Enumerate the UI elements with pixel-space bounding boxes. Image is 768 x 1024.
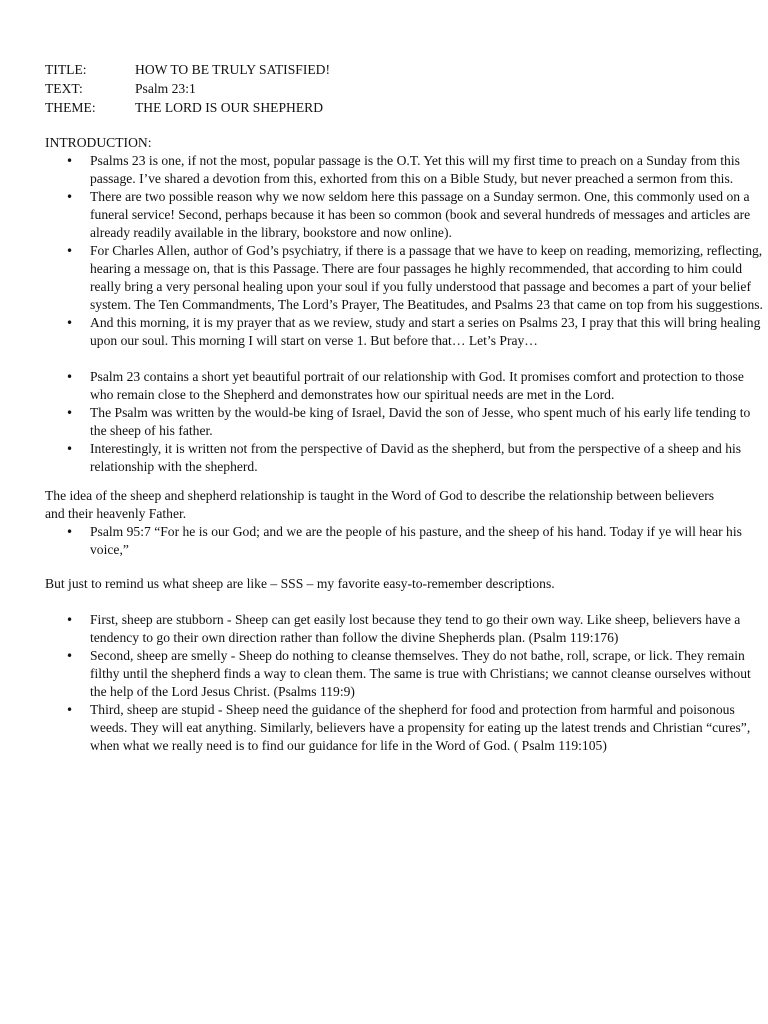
list-item: • There are two possible reason why we now seldom here this passage on a Sunday sermon. One, this commonly used on a funeral service! Second, perhaps because it has been so common (book and several hundreds of messages and articles are already readily available in the library, bookstore and now online).: [45, 188, 768, 242]
text-label: TEXT:: [45, 81, 83, 96]
theme-row: [45, 99, 768, 118]
list-item: • Psalm 23 contains a short yet beautiful portrait of our relationship with God. It promises comfort and protection to those who remain close to the Shepherd and demonstrates how our spiritual needs are met in the Lord.: [45, 368, 768, 404]
verse-list: [45, 523, 768, 559]
theme-value: THE LORD IS OUR SHEPHERD: [135, 100, 324, 115]
list-item: • The Psalm was written by the would-be king of Israel, David the son of Jesse, who spent much of his early life tending to the sheep of his father.: [45, 404, 768, 440]
list-item: • Second, sheep are smelly - Sheep do nothing to cleanse themselves. They do not bathe, roll, scrape, or lick. They remain filthy until the shepherd finds a way to clean them. The same is true with Christians; we cannot cleanse ourselves without the help of the Lord Jesus Christ. (Psalms 119:9): [45, 647, 768, 701]
sermon-header: [45, 61, 768, 118]
list-item: • Psalms 23 is one, if not the most, popular passage is the O.T. Yet this will my first time to preach on a Sunday from this passage. I’ve shared a devotion from this, exhorted from this on a Bible Study, but never preached a sermon from this.: [45, 152, 768, 188]
text-value: Psalm 23:1: [135, 81, 196, 96]
list-item: • Interestingly, it is written not from the perspective of David as the shepherd, but from the perspective of a sheep and his relationship with the shepherd.: [45, 440, 768, 476]
list-item: • For Charles Allen, author of God’s psychiatry, if there is a passage that we have to keep on reading, memorizing, reflecting, hearing a message on, that is this Passage. There are four passages he highly recommended, that according to him could really bring a very personal healing upon your soul if you fully understood that passage and becomes a part of your belief system. The Ten Commandments, The Lord’s Prayer, The Beatitudes, and Psalms 23 that came on top from his suggestions.: [45, 242, 768, 314]
introduction-list-b: [45, 368, 768, 476]
sheep-shepherd-paragraph: The idea of the sheep and shepherd relationship is taught in the Word of God to describe the relationship between believers and their heavenly Father.: [45, 488, 715, 521]
list-item: • First, sheep are stubborn - Sheep can get easily lost because they tend to go their own way. Like sheep, believers have a tendency to go their own direction rather than follow the divine Shepherds plan. (Psalm 119:176): [45, 611, 768, 647]
list-item: • Third, sheep are stupid - Sheep need the guidance of the shepherd for food and protection from harmful and poisonous weeds. They will eat anything. Similarly, believers have a propensity for eating up the latest trends and Christian “cures”, when what we really need is to find our guidance for life in the Word of God. ( Psalm 119:105): [45, 701, 768, 755]
title-value: HOW TO BE TRULY SATISFIED!: [135, 62, 331, 77]
sheep-traits-list: [45, 611, 768, 755]
spacer: [45, 350, 768, 368]
theme-label: THEME:: [45, 100, 96, 115]
title-row: [45, 61, 768, 80]
introduction-heading: INTRODUCTION:: [45, 135, 152, 150]
reminder-paragraph: But just to remind us what sheep are like – SSS – my favorite easy-to-remember descriptions.: [45, 576, 555, 591]
introduction-list-a: [45, 152, 768, 350]
list-item: • Psalm 95:7 “For he is our God; and we are the people of his pasture, and the sheep of his hand. Today if ye will hear his voice,”: [45, 523, 768, 559]
spacer: [45, 593, 768, 611]
title-label: TITLE:: [45, 62, 87, 77]
list-item: • And this morning, it is my prayer that as we review, study and start a series on Psalms 23, I pray that this will bring healing upon our soul. This morning I will start on verse 1. But before that… Let’s Pray…: [45, 314, 768, 350]
text-row: [45, 80, 768, 99]
